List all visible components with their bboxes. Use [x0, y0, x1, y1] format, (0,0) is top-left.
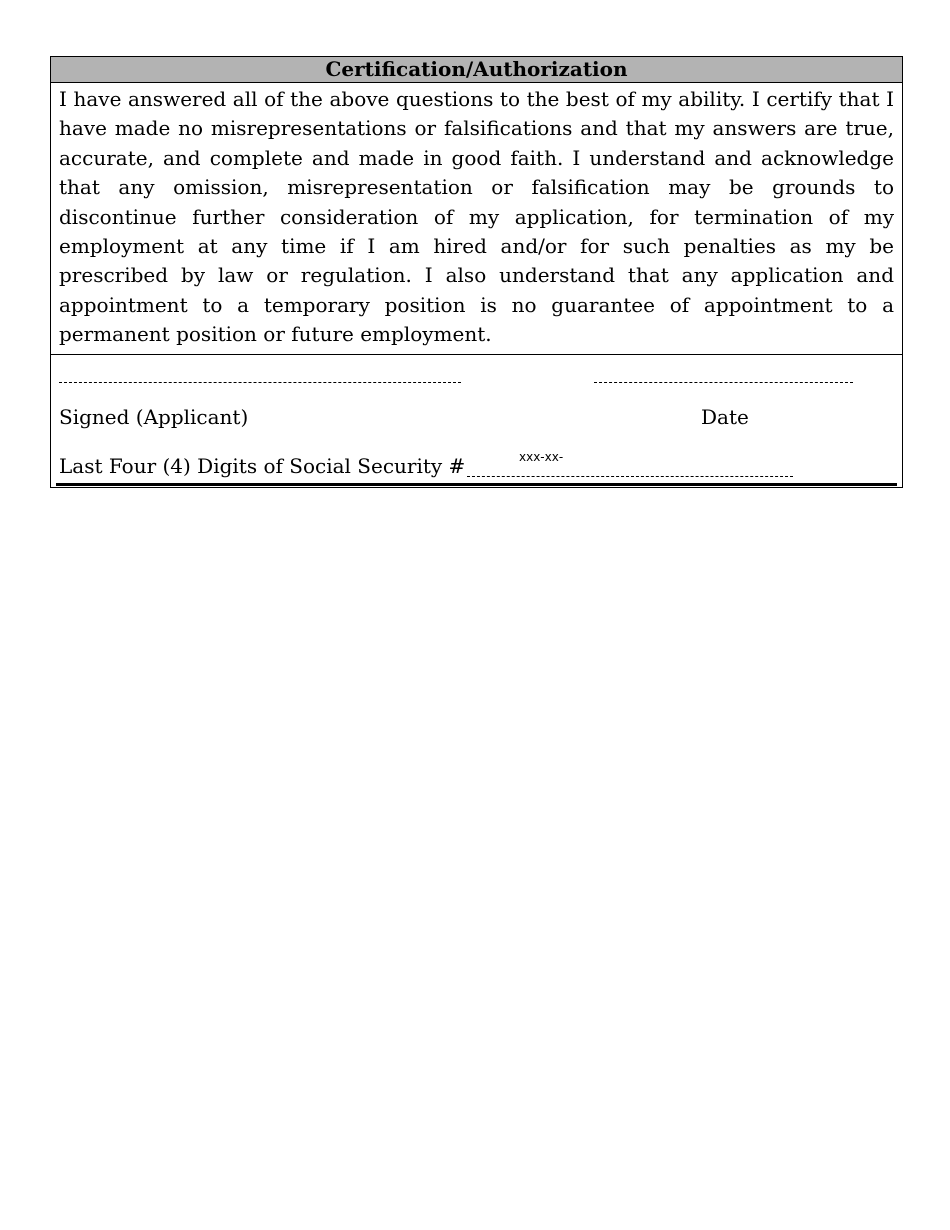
section-title: Certification/Authorization	[51, 57, 902, 83]
bottom-rule	[56, 483, 897, 486]
certification-form	[50, 56, 903, 488]
signature-date-line[interactable]	[594, 382, 853, 383]
applicant-signature-line[interactable]	[59, 382, 461, 383]
date-label: Date	[701, 404, 749, 429]
signature-area	[51, 355, 902, 487]
ssn-prefix-text: xxx-xx-	[519, 449, 564, 464]
certification-statement: I have answered all of the above questions to the best of my ability. I certify that I have made no misrepresentations or falsifications and that my answers are true, accurate, and complete and made in good faith. I understand and acknowledge that any omission, misrepresentation or falsification may be grounds to discontinue further consideration of my application, for termination of my employment at any time if I am hired and/or for such penalties as my be prescribed by law or regulation. I also understand that any application and appointment to a temporary position is no guarantee of appointment to a permanent position or future employment.	[51, 83, 902, 355]
ssn-field-line[interactable]	[467, 476, 793, 477]
signed-applicant-label: Signed (Applicant)	[59, 404, 249, 429]
ssn-label: Last Four (4) Digits of Social Security #	[59, 453, 466, 478]
